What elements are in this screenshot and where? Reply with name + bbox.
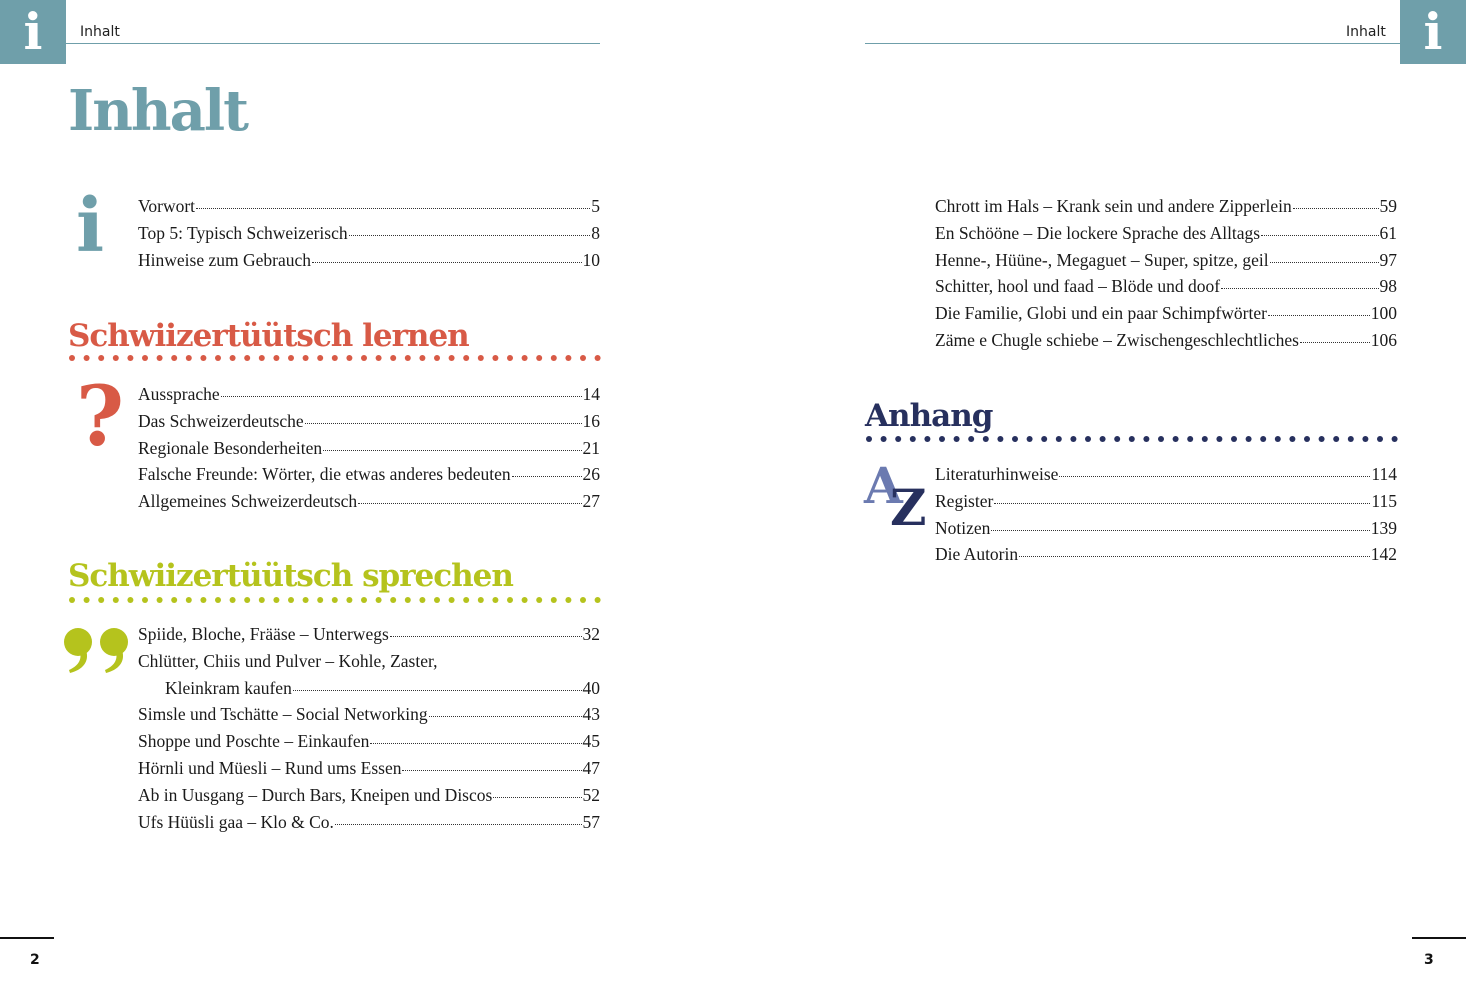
entry-page: 52 — [582, 784, 600, 805]
leader-dots — [349, 235, 591, 236]
entry-title: Falsche Freunde: Wörter, die etwas anderes bedeuten — [138, 464, 511, 485]
continued-entry-list — [935, 196, 1397, 357]
entry-title: Hinweise zum Gebrauch — [138, 249, 311, 270]
entry-title: Henne-, Hüüne-, Megaguet – Super, spitze, geil — [935, 249, 1269, 270]
entry-title: Chrott im Hals – Krank sein und andere Zipperlein — [935, 196, 1292, 216]
leader-dots — [1268, 315, 1370, 316]
divider-dot — [98, 355, 104, 361]
lernen-entry-list — [138, 384, 600, 518]
section-title-lernen: Schwiizertüütsch lernen — [68, 318, 469, 354]
divider-dot — [910, 436, 916, 442]
divider-dot — [1056, 436, 1062, 442]
entry-title: Top 5: Typisch Schweizerisch — [138, 222, 348, 243]
divider-dot — [536, 355, 542, 361]
divider-dot — [939, 436, 945, 442]
divider-dot — [895, 436, 901, 442]
leader-dots — [402, 770, 581, 771]
toc-entry[interactable] — [935, 303, 1397, 330]
page-number: 3 — [1424, 952, 1434, 968]
toc-entry[interactable] — [138, 491, 600, 518]
divider-dot — [580, 355, 586, 361]
divider-dot — [317, 597, 323, 603]
entry-title: Schitter, hool und faad – Blöde und doof — [935, 276, 1221, 297]
divider-dot — [390, 597, 396, 603]
divider-dot — [346, 355, 352, 361]
leader-dots — [221, 396, 582, 397]
entry-page: 16 — [582, 410, 600, 431]
leader-dots — [994, 503, 1370, 504]
entry-title: Simsle und Tschätte – Social Networking — [138, 704, 428, 725]
entry-page: 40 — [582, 677, 600, 698]
entry-title: Das Schweizerdeutsche — [138, 410, 304, 431]
divider-dot — [200, 355, 206, 361]
entry-title: Spiide, Bloche, Frääse – Unterwegs — [138, 624, 389, 644]
divider-dot — [113, 597, 119, 603]
divider-dot — [492, 355, 498, 361]
toc-entry[interactable] — [138, 704, 600, 731]
leader-dots — [293, 690, 582, 691]
divider-dot — [866, 436, 872, 442]
entry-page: 14 — [582, 384, 600, 404]
divider-dot — [1041, 436, 1047, 442]
toc-entry[interactable] — [138, 411, 600, 438]
info-tab-icon: i — [1400, 0, 1466, 64]
entry-page: 115 — [1371, 490, 1397, 511]
leader-dots — [512, 476, 582, 477]
leader-dots — [370, 743, 581, 744]
entry-page: 106 — [1370, 329, 1397, 350]
divider-dot — [1187, 436, 1193, 442]
section-title-anhang: Anhang — [865, 398, 993, 434]
dot-row — [69, 355, 601, 361]
entry-title: Chlütter, Chiis und Pulver – Kohle, Zaster, — [138, 650, 438, 671]
divider-dot — [1143, 436, 1149, 442]
divider-dot — [98, 597, 104, 603]
divider-dot — [968, 436, 974, 442]
toc-entry[interactable] — [138, 384, 600, 411]
divider-dot — [1377, 436, 1383, 442]
divider-dot — [924, 436, 930, 442]
header-rule — [865, 43, 1400, 44]
info-icon: i — [76, 183, 105, 269]
divider-dot — [69, 355, 75, 361]
leader-dots — [358, 503, 581, 504]
divider-dot — [507, 355, 513, 361]
divider-dot — [507, 597, 513, 603]
divider-dot — [1012, 436, 1018, 442]
divider-dot — [1392, 436, 1398, 442]
divider-dot — [288, 355, 294, 361]
divider-dot — [565, 355, 571, 361]
divider-dot — [1304, 436, 1310, 442]
divider-dot — [405, 355, 411, 361]
divider-dot — [244, 597, 250, 603]
divider-dot — [346, 597, 352, 603]
entry-page: 27 — [582, 491, 600, 512]
divider-dot — [1231, 436, 1237, 442]
divider-dot — [1158, 436, 1164, 442]
divider-dot — [1129, 436, 1135, 442]
dot-row — [69, 597, 601, 603]
entry-page: 26 — [582, 464, 600, 485]
leader-dots — [1293, 208, 1379, 209]
intro-entry-list — [138, 196, 600, 276]
header-rule — [66, 43, 600, 44]
toc-entry[interactable] — [138, 651, 600, 678]
divider-dot — [434, 355, 440, 361]
divider-dot — [881, 436, 887, 442]
entry-page: 21 — [582, 437, 600, 458]
toc-entry[interactable] — [935, 223, 1397, 250]
toc-entry[interactable] — [935, 330, 1397, 357]
divider-dot — [463, 597, 469, 603]
divider-dot — [1333, 436, 1339, 442]
entry-title: Vorwort — [138, 196, 196, 216]
divider-dot — [288, 597, 294, 603]
divider-dot — [954, 436, 960, 442]
divider-dot — [186, 597, 192, 603]
toc-entry[interactable] — [935, 491, 1397, 518]
question-mark-icon: ? — [76, 369, 125, 465]
divider-dot — [142, 355, 148, 361]
divider-dot — [127, 597, 133, 603]
divider-dot — [1027, 436, 1033, 442]
toc-entry[interactable] — [138, 250, 600, 277]
section-divider-dots — [865, 435, 1399, 443]
divider-dot — [1319, 436, 1325, 442]
entry-page: 47 — [582, 757, 600, 778]
divider-dot — [1202, 436, 1208, 442]
leader-dots — [429, 716, 582, 717]
az-icon-z: Z — [890, 478, 927, 537]
toc-entry[interactable] — [138, 812, 600, 839]
divider-dot — [171, 355, 177, 361]
entry-page: 5 — [591, 196, 600, 216]
divider-dot — [1246, 436, 1252, 442]
divider-dot — [478, 355, 484, 361]
divider-dot — [449, 597, 455, 603]
az-icon-a: A — [864, 456, 903, 515]
entry-title: Allgemeines Schweizerdeutsch — [138, 491, 358, 512]
divider-dot — [157, 355, 163, 361]
leader-dots — [305, 423, 582, 424]
divider-dot — [1100, 436, 1106, 442]
entry-title: Die Familie, Globi und ein paar Schimpfwörter — [935, 303, 1267, 324]
entry-title: Kleinkram kaufen — [165, 677, 292, 698]
leader-dots — [991, 530, 1369, 531]
divider-dot — [522, 355, 528, 361]
entry-title: Ufs Hüüsli gaa – Klo & Co. — [138, 811, 334, 832]
section-divider-dots — [68, 596, 602, 604]
divider-dot — [1085, 436, 1091, 442]
divider-dot — [449, 355, 455, 361]
toc-entry[interactable] — [935, 196, 1397, 223]
divider-dot — [142, 597, 148, 603]
info-tab-icon: i — [0, 0, 66, 64]
toc-entry[interactable] — [138, 196, 600, 223]
entry-page: 8 — [591, 222, 600, 243]
section-title-sprechen: Schwiizertüütsch sprechen — [68, 558, 513, 594]
entry-page: 98 — [1379, 276, 1397, 297]
toc-entry[interactable] — [935, 276, 1397, 303]
leader-dots — [1300, 342, 1370, 343]
divider-dot — [157, 597, 163, 603]
divider-dot — [595, 597, 601, 603]
leader-dots — [1261, 235, 1378, 236]
entry-title: Shoppe und Poschte – Einkaufen — [138, 731, 370, 752]
entry-page: 97 — [1379, 249, 1397, 270]
toc-entry[interactable] — [138, 438, 600, 465]
divider-dot — [317, 355, 323, 361]
entry-title: Zäme e Chugle schiebe – Zwischengeschlechtliches — [935, 329, 1299, 350]
leader-dots — [323, 450, 581, 451]
toc-entry[interactable] — [138, 678, 600, 705]
entry-page: 114 — [1371, 464, 1397, 484]
toc-entry[interactable] — [935, 250, 1397, 277]
entry-title: Aussprache — [138, 384, 220, 404]
divider-dot — [419, 355, 425, 361]
divider-dot — [186, 355, 192, 361]
divider-dot — [361, 355, 367, 361]
entry-page: 57 — [582, 811, 600, 832]
divider-dot — [376, 597, 382, 603]
entry-page: 61 — [1379, 222, 1397, 243]
divider-dot — [1114, 436, 1120, 442]
divider-dot — [259, 355, 265, 361]
divider-dot — [1070, 436, 1076, 442]
entry-page: 43 — [582, 704, 600, 725]
entry-page: 45 — [582, 731, 600, 752]
divider-dot — [376, 355, 382, 361]
divider-dot — [478, 597, 484, 603]
divider-dot — [1260, 436, 1266, 442]
divider-dot — [84, 355, 90, 361]
leader-dots — [196, 208, 590, 209]
divider-dot — [69, 597, 75, 603]
divider-dot — [997, 436, 1003, 442]
divider-dot — [215, 597, 221, 603]
running-head: Inhalt — [80, 24, 120, 40]
toc-entry[interactable] — [138, 758, 600, 785]
leader-dots — [1019, 556, 1370, 557]
entry-title: Die Autorin — [935, 544, 1019, 565]
entry-title: Hörnli und Müesli – Rund ums Essen — [138, 757, 402, 778]
toc-entry[interactable] — [138, 731, 600, 758]
divider-dot — [361, 597, 367, 603]
leader-dots — [1059, 476, 1370, 477]
running-head: Inhalt — [1346, 24, 1386, 40]
divider-dot — [536, 597, 542, 603]
entry-page: 100 — [1370, 303, 1397, 324]
page-title: Inhalt — [68, 78, 248, 144]
divider-dot — [565, 597, 571, 603]
divider-dot — [303, 355, 309, 361]
toc-entry[interactable] — [935, 464, 1397, 491]
divider-dot — [492, 597, 498, 603]
divider-dot — [390, 355, 396, 361]
entry-title: Register — [935, 490, 994, 511]
divider-dot — [244, 355, 250, 361]
divider-dot — [405, 597, 411, 603]
toc-entry[interactable] — [138, 624, 600, 651]
entry-title: Ab in Uusgang – Durch Bars, Kneipen und Discos — [138, 784, 493, 805]
divider-dot — [230, 597, 236, 603]
leader-dots — [312, 262, 582, 263]
divider-dot — [171, 597, 177, 603]
divider-dot — [113, 355, 119, 361]
divider-dot — [200, 597, 206, 603]
toc-entry[interactable] — [138, 464, 600, 491]
toc-entry[interactable] — [935, 544, 1397, 571]
entry-title: En Schööne – Die lockere Sprache des Alltags — [935, 222, 1261, 243]
divider-dot — [551, 355, 557, 361]
entry-page: 142 — [1370, 544, 1397, 565]
divider-dot — [332, 355, 338, 361]
divider-dot — [1348, 436, 1354, 442]
entry-page: 59 — [1379, 196, 1397, 216]
divider-dot — [215, 355, 221, 361]
divider-dot — [273, 355, 279, 361]
entry-title: Notizen — [935, 517, 991, 538]
leader-dots — [1270, 262, 1379, 263]
footer-rule — [1412, 937, 1466, 939]
leader-dots — [493, 797, 581, 798]
divider-dot — [434, 597, 440, 603]
entry-page: 139 — [1370, 517, 1397, 538]
sprechen-entry-list — [138, 624, 600, 838]
footer-rule — [0, 937, 54, 939]
leader-dots — [390, 636, 582, 637]
divider-dot — [1173, 436, 1179, 442]
divider-dot — [273, 597, 279, 603]
quote-icon — [62, 626, 132, 674]
toc-entry[interactable] — [935, 518, 1397, 545]
toc-entry[interactable] — [138, 223, 600, 250]
divider-dot — [84, 597, 90, 603]
divider-dot — [419, 597, 425, 603]
anhang-entry-list — [935, 464, 1397, 571]
entry-page: 32 — [582, 624, 600, 644]
divider-dot — [259, 597, 265, 603]
divider-dot — [1362, 436, 1368, 442]
divider-dot — [1289, 436, 1295, 442]
leader-dots — [335, 824, 582, 825]
divider-dot — [522, 597, 528, 603]
dot-row — [866, 436, 1398, 442]
entry-page: 10 — [582, 249, 600, 270]
section-divider-dots — [68, 354, 602, 362]
entry-title: Literaturhinweise — [935, 464, 1059, 484]
divider-dot — [595, 355, 601, 361]
divider-dot — [1275, 436, 1281, 442]
leader-dots — [1221, 288, 1378, 289]
divider-dot — [983, 436, 989, 442]
divider-dot — [551, 597, 557, 603]
divider-dot — [230, 355, 236, 361]
divider-dot — [1216, 436, 1222, 442]
divider-dot — [127, 355, 133, 361]
divider-dot — [463, 355, 469, 361]
divider-dot — [580, 597, 586, 603]
page-number: 2 — [30, 952, 40, 968]
entry-title: Regionale Besonderheiten — [138, 437, 323, 458]
divider-dot — [332, 597, 338, 603]
divider-dot — [303, 597, 309, 603]
toc-entry[interactable] — [138, 785, 600, 812]
